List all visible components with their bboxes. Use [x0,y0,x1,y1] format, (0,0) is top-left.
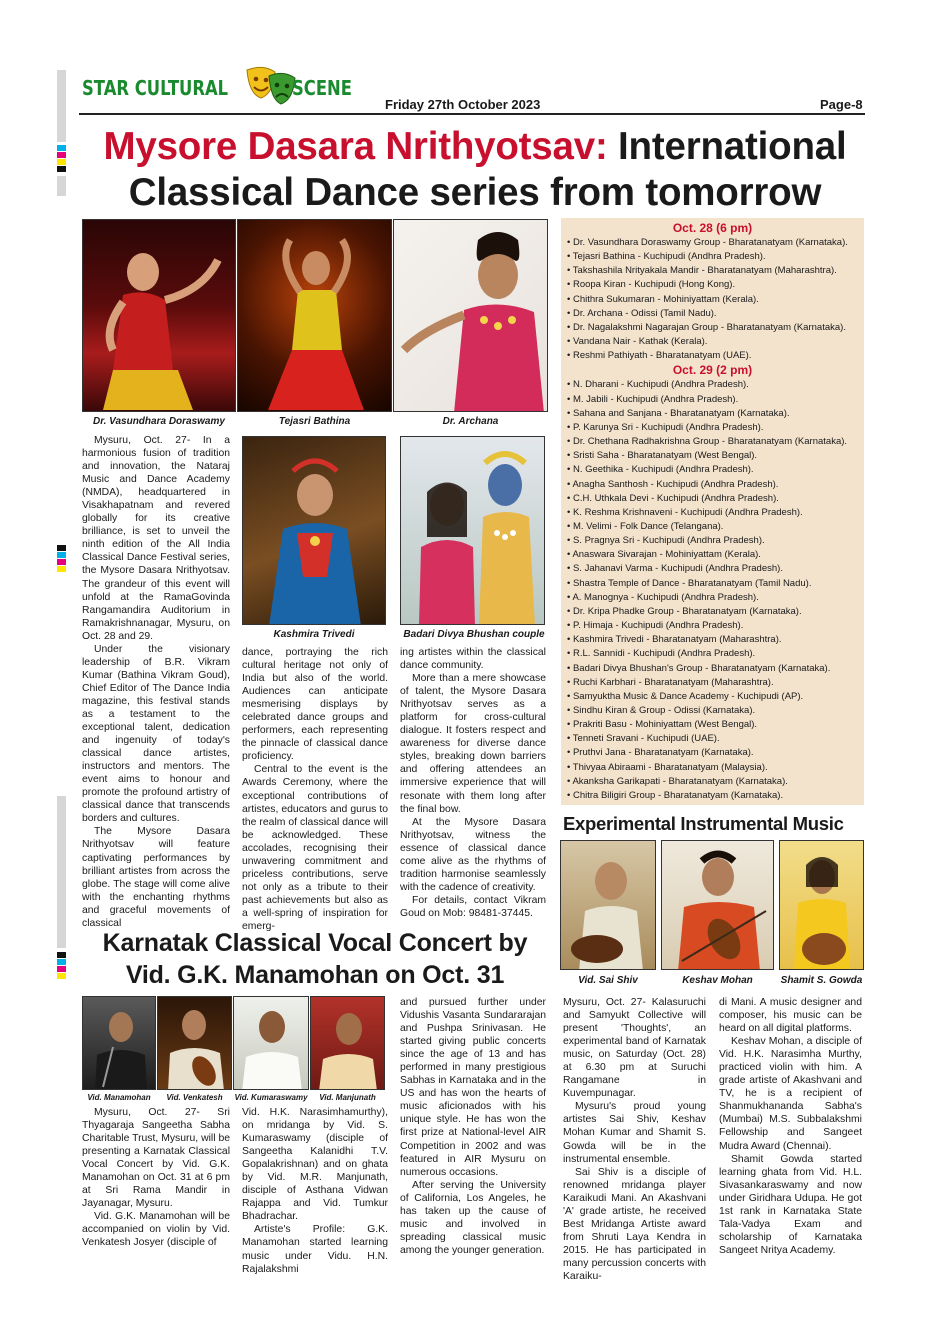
article-paragraph: Keshav Mohan, a disciple of Vid. H.K. Narasimha Murthy, practiced violin with him. A grade artiste of Akashvani and TV, he is a recipient of Shanmukhananda Sabha's (Mumbai) M.S. Subbalakshmi Fellowship and Sangeet Mudra Award (Chennai). [719,1036,862,1152]
article-paragraph: Shamit Gowda started learning ghata from Vid. H.L. Sivasankaraswamy and now under Giridhara Udupa. He got 1st rank in Karnataka State Tala-Vadya Exam and scholarship of Karnataka Sangeet Nritya Academy. [719,1153,862,1256]
caption-venkatesh: Vid. Venkatesh [166,1093,223,1102]
schedule-item: • N. Dharani - Kuchipudi (Andhra Pradesh). [567,379,749,391]
registration-black [57,952,66,958]
article-paragraph: More than a mere showcase of talent, the Mysore Dasara Nrithyotsav serves as a platform for cross-cultural dialogue. It fosters respect and awareness for diverse dance styles, breaking down barriers and offering attendees an immersive experience that will resonate with them long after the final bow. [400,673,546,815]
masthead [80,64,380,106]
registration-magenta [57,152,66,158]
caption-shamit-gowda: Shamit S. Gowda [780,975,863,986]
article-column-3 [400,646,546,920]
registration-black [57,545,66,551]
article-paragraph: ing artistes within the classical dance community. [400,647,546,672]
vocal-headline-line2: Vid. G.K. Manamohan on Oct. 31 [125,961,505,989]
photo-kashmira-trivedi [242,436,386,625]
issue-date: Friday 27th October 2023 [385,97,541,112]
schedule-item: • Vandana Nair - Kathak (Kerala). [567,336,708,348]
schedule-item: • Dr. Chethana Radhakrishna Group - Bharatanatyam (Karnataka). [567,436,848,448]
registration-yellow [57,566,66,572]
margin-bar [57,176,66,196]
article-column-2 [242,646,388,933]
schedule-item: • C.H. Uthkala Devi - Kuchipudi (Andhra Pradesh). [567,492,779,504]
schedule-item: • Roopa Kiran - Kuchipudi (Hong Kong). [567,279,736,291]
schedule-item: • Sristi Saha - Bharatanatyam (West Bengal). [567,450,758,462]
article-paragraph: Artiste's Profile: G.K. Manamohan started learning music under Vidu. H.N. Rajalakshmi [242,1224,388,1275]
registration-cyan [57,959,66,965]
registration-yellow [57,973,66,979]
article-paragraph: Mysuru, Oct. 27- Sri Thyagaraja Sangeetha Sabha Charitable Trust, Mysuru, will be presenting a Karnatak Classical Vocal Concert by Vid. G.K. Manamohan on Oct. 31 at 6 pm at Sri Rama Mandir in Jayanagar, Mysuru. [82,1107,230,1210]
schedule-item: • A. Manognya - Kuchipudi (Andhra Pradesh). [567,591,759,603]
schedule-item: • Shastra Temple of Dance - Bharatanatyam (Tamil Nadu). [567,577,812,589]
schedule-day2-heading: Oct. 29 (2 pm) [672,363,753,378]
schedule-day1-list [561,236,864,363]
caption-keshav-mohan: Keshav Mohan [682,975,753,986]
main-headline [70,124,880,216]
theatre-masks-icon [243,64,299,106]
caption-kumaraswamy: Vid. Kumaraswamy [234,1093,308,1102]
schedule-item: • Kashmira Trivedi - Bharatanatyam (Maharashtra). [567,634,782,646]
schedule-item: • Reshmi Pathiyath - Bharatanatyam (UAE). [567,350,752,362]
photo-sai-shiv [560,840,656,970]
schedule-item: • Badari Divya Bhushan's Group - Bharatanatyam (Karnataka). [567,662,831,674]
experimental-column-1 [563,996,706,1283]
vocal-headline-line1: Karnatak Classical Vocal Concert by [102,929,528,957]
article-paragraph: di Mani. A music designer and composer, his music can be heard on all digital platforms. [719,997,862,1035]
schedule-item: • P. Himaja - Kuchipudi (Andhra Pradesh). [567,620,744,632]
caption-manamohan: Vid. Manamohan [87,1093,151,1102]
article-paragraph: The Mysore Dasara Nrithyotsav will feature captivating performances by brilliant artistes from across the globe. The stage will come alive with the enchanting rhythms and graceful movements of classical [82,826,230,929]
headline-black: International [607,125,847,168]
photo-shamit-gowda [779,840,864,970]
vocal-headline [70,927,560,991]
caption-tejasri: Tejasri Bathina [278,416,351,427]
photo-venkatesh [157,996,232,1090]
article-paragraph: Vid. G.K. Manamohan will be accompanied on violin by Vid. Venkatesh Josyer (disciple of [82,1211,230,1249]
schedule-item: • Ruchi Karbhari - Bharatanatyam (Maharashtra). [567,676,774,688]
page-number: Page-8 [820,97,863,112]
photo-kumaraswamy [233,996,309,1090]
registration-cyan [57,552,66,558]
article-paragraph: After serving the University of California, Los Angeles, he has taken up the cause of music and involved in spreading classical music among the younger generation. [400,1179,546,1256]
schedule-item: • Dr. Nagalakshmi Nagarajan Group - Bharatanatyam (Karnataka). [567,321,846,333]
margin-bar [57,70,66,142]
article-paragraph: dance, portraying the rich cultural heritage not only of India but also of the world. Audiences can anticipate mesmerising displays by celebrated dance groups and performers, each representing the pinnacle of classical dance proficiency. [242,647,388,763]
schedule-item: • Akanksha Garikapati - Bharatanatyam (Karnataka). [567,775,788,787]
article-paragraph: Mysuru's proud young artistes Sai Shiv, Keshav Mohan Kumar and Shamit S. Gowda will be in the instrumental ensemble. [563,1101,706,1165]
masthead-right-text: SCENE [292,76,352,100]
schedule-item: • Sahana and Sanjana - Bharatanatyam (Karnataka). [567,407,790,419]
article-paragraph: Mysuru, Oct. 27- Kalasuruchi and Samyukt Collective will present 'Thoughts', an experimental band of Karnatak music, on Saturday (Oct. 28) at 6.30 pm at Suruchi Rangamane in Kuvempunagar. [563,997,706,1100]
caption-kashmira: Kashmira Trivedi [273,629,355,640]
schedule-item: • Pruthvi Jana - Bharatanatyam (Karnataka). [567,747,754,759]
headline-line2: Classical Dance series from tomorrow [128,171,822,214]
schedule-item: • Dr. Kripa Phadke Group - Bharatanatyam (Karnataka). [567,605,802,617]
registration-black [57,166,66,172]
article-paragraph: Vid. H.K. Narasimhamurthy), on mridanga by Vid. S. Kumaraswamy (disciple of Sangeetha Kalanidhi T.V. Gopalakrishnan) and on ghata by Vid. M.R. Manjunath, disciple of Asthana Vidwan Rajappa and Vid. Tumkur Bhadrachar. [242,1107,388,1223]
schedule-item: • Anaswara Sivarajan - Mohiniyattam (Kerala). [567,549,761,561]
experimental-title: Experimental Instrumental Music [563,813,844,834]
schedule-item: • Sindhu Kiran & Group - Odissi (Karnataka). [567,705,756,716]
schedule-item: • Dr. Vasundhara Doraswamy Group - Bharatanatyam (Karnataka). [567,237,848,248]
registration-magenta [57,966,66,972]
article-paragraph: At the Mysore Dasara Nrithyotsav, witness the essence of classical dance come alive as the rhythms of tradition harmonise seamlessly with the cadence of creativity. [400,816,546,893]
schedule-item: • P. Karunya Sri - Kuchipudi (Andhra Pradesh). [567,421,764,433]
schedule-day2-list [561,378,864,803]
registration-yellow [57,159,66,165]
schedule-item: • Anagha Santhosh - Kuchipudi (Andhra Pradesh). [567,478,779,490]
schedule-item: • M. Velimi - Folk Dance (Telangana). [567,520,724,532]
article-paragraph: Central to the event is the Awards Ceremony, where the exceptional contributions of artistes, educators and gurus to the realm of classical dance will be acknowledged. These accolades, recognising their unwavering commitment and priceless contributions, serve not only as a tribute to their past achievements but also as a well-spring of inspiration for emerg- [242,764,388,932]
photo-keshav-mohan [661,840,774,970]
article-column-1 [82,434,230,930]
caption-sai-shiv: Vid. Sai Shiv [578,975,638,986]
schedule-item: • M. Jabili - Kuchipudi (Andhra Pradesh). [567,393,739,405]
article-paragraph: Mysuru, Oct. 27- In a harmonious fusion of tradition and innovation, the Nataraj Music and Dance Academy (NMDA), headquartered in Visakhapatnam and revered globally for its creative brilliance, is set to unveil the ninth edition of the All India Classical Dance Festival series, the Mysore Dasara Nrithyotsav. The grandeur of this event will unfold at the RamaGovinda Rangamandira Auditorium in Ramakrishnanagar, Mysuru, on Oct. 28 and 29. [82,435,230,642]
schedule-item: • Tejasri Bathina - Kuchipudi (Andhra Pradesh). [567,251,766,263]
photo-vasundhara-doraswamy [82,219,236,412]
schedule-item: • R.L. Sannidi - Kuchipudi (Andhra Pradesh). [567,648,756,660]
vocal-column-1 [82,1106,230,1250]
margin-bar [57,796,66,948]
schedule-item: • K. Reshma Krishnaveni - Kuchipudi (Andhra Pradesh). [567,506,803,518]
photo-tejasri-bathina [237,219,392,412]
caption-badari: Badari Divya Bhushan couple [403,629,545,640]
masthead-left-text: STAR CULTURAL [82,76,229,100]
article-paragraph: For details, contact Vikram Goud on Mob: 98481-37445. [400,894,546,919]
schedule-item: • Chithra Sukumaran - Mohiniyattam (Kerala). [567,293,759,305]
experimental-column-2 [719,996,862,1257]
photo-archana [393,219,548,412]
schedule-item: • Takshashila Nrityakala Mandir - Bharatanatyam (Maharashtra). [567,265,837,277]
vocal-column-3 [400,996,546,1257]
registration-magenta [57,559,66,565]
schedule-panel [561,218,864,805]
schedule-item: • Dr. Archana - Odissi (Tamil Nadu). [567,307,717,319]
masthead-rule [79,113,865,115]
caption-archana: Dr. Archana [442,416,499,427]
headline-red: Mysore Dasara Nrithyotsav: [103,125,608,168]
schedule-item: • Samyuktha Music & Dance Academy - Kuchipudi (AP). [567,690,804,702]
schedule-item: • S. Pragnya Sri - Kuchipudi (Andhra Pradesh). [567,535,765,547]
schedule-item: • S. Jahanavi Varma - Kuchipudi (Andhra Pradesh). [567,563,783,575]
photo-badari-divya-bhushan [400,436,545,625]
schedule-item: • Thivyaa Abiraami - Bharatanatyam (Malaysia). [567,761,768,773]
article-paragraph: and pursued further under Vidushis Vasanta Sundararajan and Pushpa Srinivasan. He started giving public concerts since the age of 13 and has performed in many prestigious Sabhas in Karnataka and in the US and has won the hearts of music aficionados with his unique style. He has won the first prize at National-level AIR Competition in 2002 and was featured in AIR Mysuru on numerous occasions. [400,997,546,1178]
schedule-item: • N. Geethika - Kuchipudi (Andhra Pradesh). [567,464,754,476]
caption-manjunath: Vid. Manjunath [319,1093,376,1102]
registration-cyan [57,145,66,151]
caption-vasundhara: Dr. Vasundhara Doraswamy [93,416,225,427]
photo-manjunath [310,996,385,1090]
schedule-day1-heading: Oct. 28 (6 pm) [672,221,753,235]
schedule-item: • Chitra Biligiri Group - Bharatanatyam (Karnataka). [567,789,784,801]
vocal-column-2 [242,1106,388,1276]
schedule-item: • Prakriti Basu - Mohiniyattam (West Bengal). [567,719,758,731]
schedule-item: • Tenneti Sravani - Kuchipudi (UAE). [567,733,720,745]
article-paragraph: Under the visionary leadership of B.R. Vikram Kumar (Bathina Vikram Goud), Chief Editor of The Dance India magazine, this festival stands as a testament to the exceptional talent, dedication and ingenuity of today's classical dance artistes, instructors and mentors. The event aims to honour and promote the profound artistry of classical dance that transcends borders and cultures. [82,643,230,825]
photo-manamohan [82,996,156,1090]
article-paragraph: Sai Shiv is a disciple of renowned mridanga player Karaikudi Mani. An Akashvani 'A' grade artiste, he received Best Mridanga Artiste award from Shruti Laya Kendra in 2015. He has participated in many percussion concerts with Karaiku- [563,1166,706,1282]
